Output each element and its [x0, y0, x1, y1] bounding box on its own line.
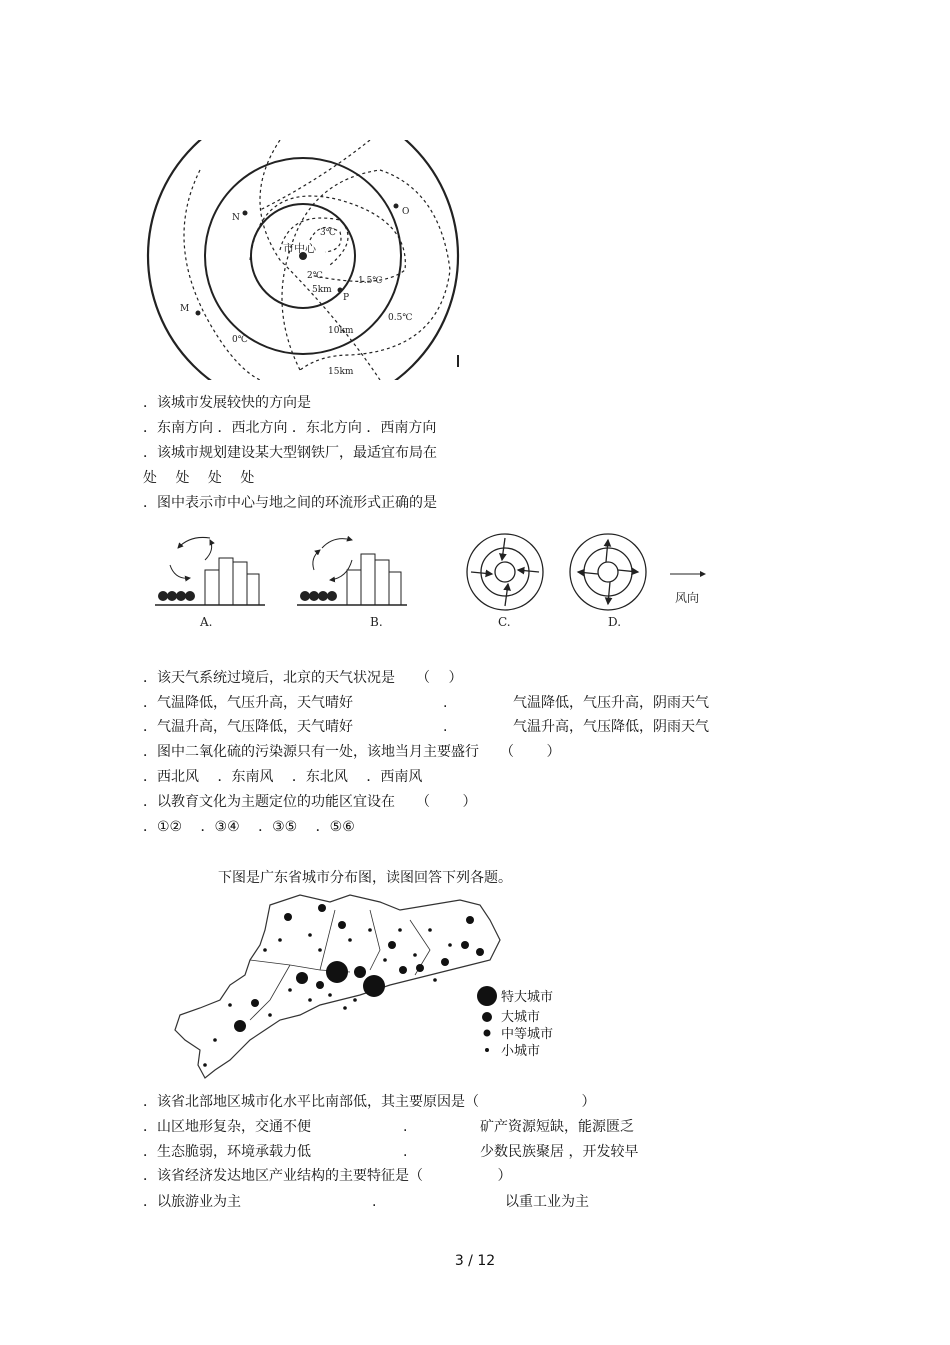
medium-city-dot: [338, 921, 346, 929]
wind-label: 风向: [675, 591, 700, 605]
megacity-dot: [363, 975, 385, 997]
medium-city-dot: [476, 948, 484, 956]
legend-medium-city: 中等城市: [501, 1027, 554, 1042]
medium-city-dot: [318, 904, 326, 912]
answer-option: ．山区地形复杂，交通不便: [143, 1119, 311, 1135]
answer-option: ．以旅游业为主: [143, 1194, 241, 1210]
answer-option: ．气温降低，气压升高，天气晴好: [143, 695, 353, 711]
medium-city-dot: [284, 913, 292, 921]
answer-option: ．气温升高，气压降低，天气晴好: [143, 719, 353, 735]
answer-separator: .: [443, 719, 448, 735]
question-line: ．该城市发展较快的方向是: [143, 395, 311, 411]
medium-city-dot: [461, 941, 469, 949]
medium-city-dot: [316, 981, 324, 989]
diagram-a: [155, 537, 265, 605]
large-city-dot: [296, 972, 308, 984]
diagram-c: [467, 534, 543, 610]
answer-separator: .: [403, 1119, 408, 1135]
isotherm-05: [282, 170, 450, 370]
label-5km: 5km: [312, 285, 332, 295]
medium-city-dot: [441, 958, 449, 966]
question-line: ．该城市规划建设某大型钢铁厂，最适宜布局在: [143, 445, 437, 461]
legend-megacity-symbol: [477, 986, 497, 1006]
answer-option: 矿产资源短缺，能源匮乏: [480, 1119, 634, 1135]
question-line: ．图中表示市中心与地之间的环流形式正确的是: [143, 495, 437, 511]
answer-option: 气温降低，气压升高，阴雨天气: [513, 695, 709, 711]
label-10km: 10km: [328, 326, 354, 336]
map-legend: [477, 986, 553, 1059]
answer-option: ．生态脆弱，环境承载力低: [143, 1144, 311, 1160]
question-line: ．以教育文化为主题定位的功能区宜设在 （ ）: [143, 794, 477, 810]
point-n: [243, 211, 248, 216]
medium-city-dot: [466, 916, 474, 924]
question-line: ．该天气系统过境后，北京的天气状况是 （ ）: [143, 670, 463, 686]
label-15c: 1.5℃: [358, 276, 383, 286]
answer-separator: .: [443, 695, 448, 711]
large-city-dot: [354, 966, 366, 978]
question-line: ．该省经济发达地区产业结构的主要特征是（ ）: [143, 1168, 512, 1184]
medium-city-dot: [416, 964, 424, 972]
label-n: N: [232, 213, 240, 223]
diagram-label-a: A.: [200, 615, 213, 629]
page-number: 3 / 12: [454, 1253, 496, 1269]
diagram-label-b: B.: [370, 615, 383, 629]
point-p: [338, 288, 343, 293]
city-isotherm-map: [140, 140, 470, 380]
guangdong-intro: 下图是广东省城市分布图，读图回答下列各题。: [218, 870, 512, 886]
answer-options: 处 处 处 处: [143, 470, 255, 486]
label-center: 市中心: [283, 242, 316, 255]
legend-medium-city-symbol: [484, 1030, 491, 1037]
diagram-d: [570, 534, 646, 610]
answer-separator: .: [372, 1194, 377, 1210]
guangdong-city-map: [170, 890, 590, 1085]
point-m: [196, 311, 201, 316]
label-15km: 15km: [328, 367, 354, 377]
legend-megacity: 特大城市: [501, 990, 554, 1005]
megacity-dot: [326, 961, 348, 983]
answer-options: ．西北风 ．东南风 ．东北风 ．西南风: [143, 769, 423, 785]
isotherm-15: [250, 196, 405, 281]
label-o: O: [402, 207, 410, 217]
label-05c: 0.5℃: [388, 313, 413, 323]
diagram-label-c: C.: [498, 615, 511, 629]
circulation-diagrams: [150, 530, 720, 635]
point-o: [394, 204, 399, 209]
label-0c: 0℃: [232, 335, 248, 345]
legend-small-city: 小城市: [501, 1044, 541, 1059]
legend-large-city-symbol: [482, 1012, 492, 1022]
legend-small-city-symbol: [485, 1048, 489, 1052]
large-city-dot: [234, 1020, 246, 1032]
legend-large-city: 大城市: [501, 1010, 541, 1025]
diagram-label-d: D.: [608, 615, 622, 629]
medium-city-dot: [251, 999, 259, 1007]
answer-option: 气温升高，气压降低，阴雨天气: [513, 719, 709, 735]
diagram-b: [297, 539, 407, 605]
label-3c: 3℃: [320, 228, 336, 238]
answer-option: 少数民族聚居 ，开发较早: [480, 1144, 639, 1160]
label-m: M: [180, 304, 190, 314]
medium-city-dot: [399, 966, 407, 974]
medium-city-dot: [388, 941, 396, 949]
answer-options: ．①② ．③④ ．③⑤ ．⑤⑥: [143, 819, 355, 835]
label-p: P: [343, 293, 350, 303]
province-outline: [175, 895, 500, 1078]
answer-separator: .: [403, 1144, 408, 1160]
answer-options: ．东南方向 ．西北方向 ．东北方向 ．西南方向: [143, 420, 437, 436]
question-line: ．该省北部地区城市化水平比南部低，其主要原因是（ ）: [143, 1094, 596, 1110]
question-line: ．图中二氧化硫的污染源只有一处，该地当月主要盛行 （ ）: [143, 744, 561, 760]
label-2c: 2℃: [307, 271, 323, 281]
answer-option: 以重工业为主: [505, 1194, 589, 1210]
